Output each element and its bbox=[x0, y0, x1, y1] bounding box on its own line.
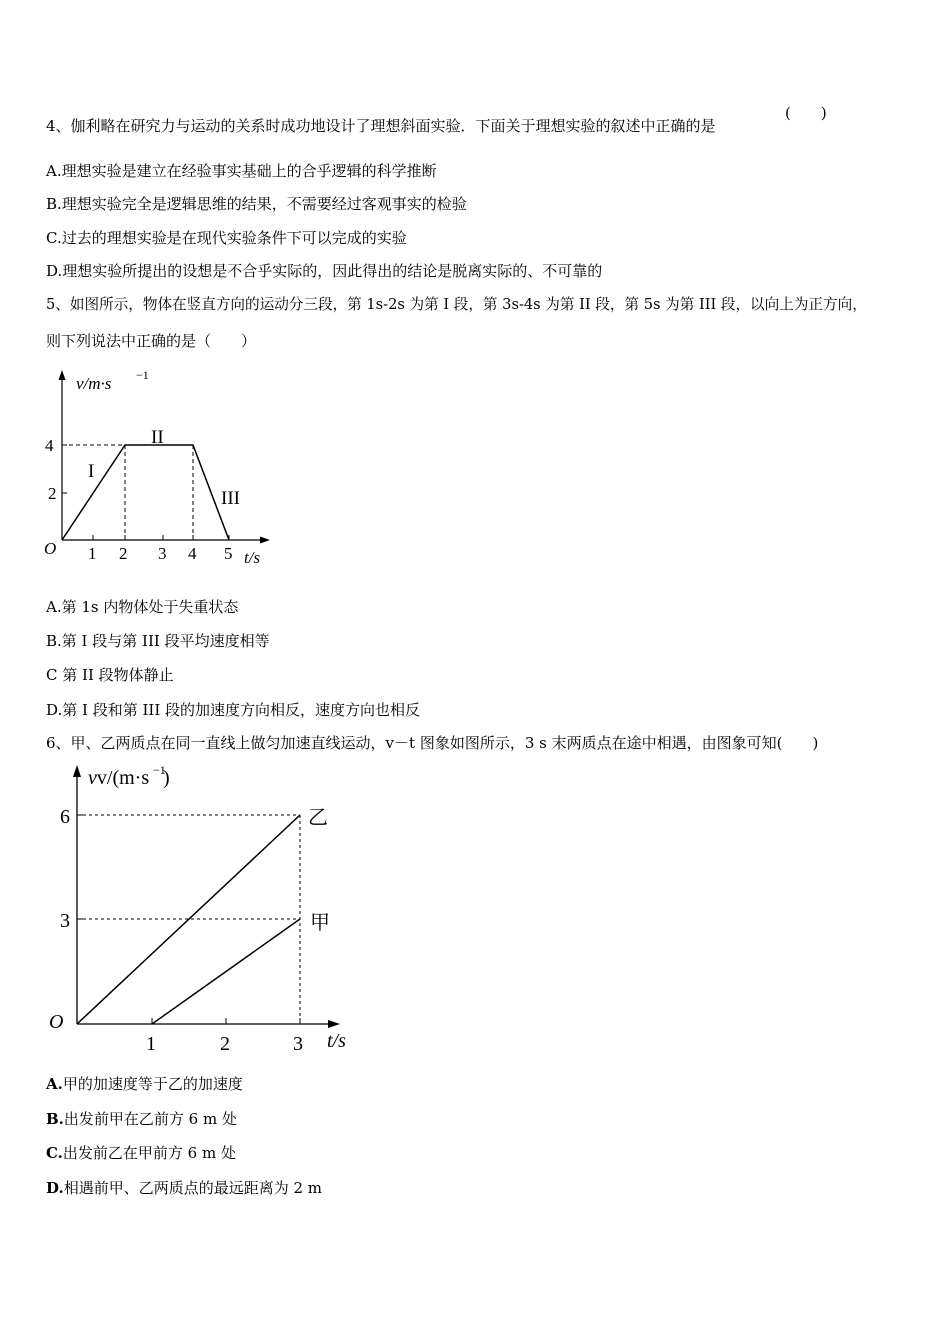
q5-option-d: D.第 I 段和第 III 段的加速度方向相反，速度方向也相反 bbox=[46, 701, 421, 719]
q5-stem-line1: 5、如图所示，物体在竖直方向的运动分三段，第 1s-2s 为第 I 段，第 3s-4s 为第 II 段，第 5s 为第 III 段，以向上为正方向， bbox=[46, 296, 867, 313]
q5-origin-label: O bbox=[44, 539, 57, 558]
q6-xtick-label-2: 2 bbox=[220, 1033, 230, 1055]
q5-xlabel: t/s bbox=[244, 548, 261, 567]
q5-xtick-label-4: 4 bbox=[188, 544, 197, 563]
q6-option-c: C.出发前乙在甲前方 6 m 处 bbox=[46, 1144, 236, 1162]
q6-ylabel-close: ) bbox=[163, 767, 170, 789]
q5-ytick-label-2: 2 bbox=[48, 484, 57, 503]
q5-stem-line2: 则下列说法中正确的是（ ） bbox=[46, 332, 257, 350]
q5-segment-label-II: II bbox=[151, 427, 164, 448]
q5-option-a: A.第 1s 内物体处于失重状态 bbox=[46, 598, 239, 616]
q4-answer-paren: ( ) bbox=[785, 104, 827, 122]
q5-xtick-label-5: 5 bbox=[224, 544, 233, 563]
q6-vt-graph bbox=[40, 760, 370, 1060]
q6-ylabel: vv/(m·s bbox=[88, 767, 150, 789]
q6-y-arrow bbox=[73, 765, 81, 777]
q6-series-yi bbox=[77, 815, 300, 1024]
q6-series-label-jia: 甲 bbox=[310, 912, 330, 934]
q4-option-b: B.理想实验完全是逻辑思维的结果，不需要经过客观事实的检验 bbox=[46, 195, 467, 213]
q5-vt-graph bbox=[40, 360, 280, 575]
q6-x-arrow bbox=[328, 1020, 340, 1028]
q5-option-b: B.第 I 段与第 III 段平均速度相等 bbox=[46, 632, 270, 650]
q6-ylabel-sup: −1 bbox=[153, 763, 166, 777]
q6-xtick-label-3: 3 bbox=[293, 1033, 303, 1055]
q6-ytick-label-3: 3 bbox=[60, 910, 70, 932]
q5-xtick-label-2: 2 bbox=[119, 544, 128, 563]
q5-xtick-label-1: 1 bbox=[88, 544, 97, 563]
q6-stem: 6、甲、乙两质点在同一直线上做匀加速直线运动，v－t 图象如图所示，3 s 末两质点在途中相遇，由图象可知( ) bbox=[46, 734, 819, 752]
q6-xlabel: t/s bbox=[327, 1030, 346, 1052]
q4-option-c: C.过去的理想实验是在现代实验条件下可以完成的实验 bbox=[46, 229, 407, 247]
q5-segment-label-I: I bbox=[88, 461, 95, 482]
q5-segment-label-III: III bbox=[221, 488, 240, 509]
q6-series-jia bbox=[152, 919, 300, 1024]
q4-stem: 4、伽利略在研究力与运动的关系时成功地设计了理想斜面实验．下面关于理想实验的叙述中正确的是 bbox=[46, 117, 716, 135]
q6-origin-label: O bbox=[49, 1011, 64, 1033]
q5-ytick-label-4: 4 bbox=[45, 436, 54, 455]
q5-x-arrow bbox=[260, 537, 270, 544]
q5-ylabel-sup: −1 bbox=[136, 368, 149, 382]
q5-y-arrow bbox=[59, 370, 66, 380]
q4-option-a: A.理想实验是建立在经验事实基础上的合乎逻辑的科学推断 bbox=[46, 162, 437, 180]
q4-option-d: D.理想实验所提出的设想是不合乎实际的，因此得出的结论是脱离实际的、不可靠的 bbox=[46, 262, 603, 280]
q5-xtick-label-3: 3 bbox=[158, 544, 167, 563]
q6-option-a: A.甲的加速度等于乙的加速度 bbox=[46, 1075, 243, 1093]
q6-option-d: D.相遇前甲、乙两质点的最远距离为 2 m bbox=[46, 1179, 323, 1197]
q5-ylabel: v/m·s bbox=[76, 374, 112, 393]
q6-xtick-label-1: 1 bbox=[146, 1033, 156, 1055]
q5-option-c: C 第 II 段物体静止 bbox=[46, 666, 174, 684]
q6-ytick-label-6: 6 bbox=[60, 806, 70, 828]
q5-series-line bbox=[62, 445, 229, 540]
q6-option-b: B.出发前甲在乙前方 6 m 处 bbox=[46, 1110, 237, 1128]
q6-series-label-yi: 乙 bbox=[308, 807, 328, 829]
